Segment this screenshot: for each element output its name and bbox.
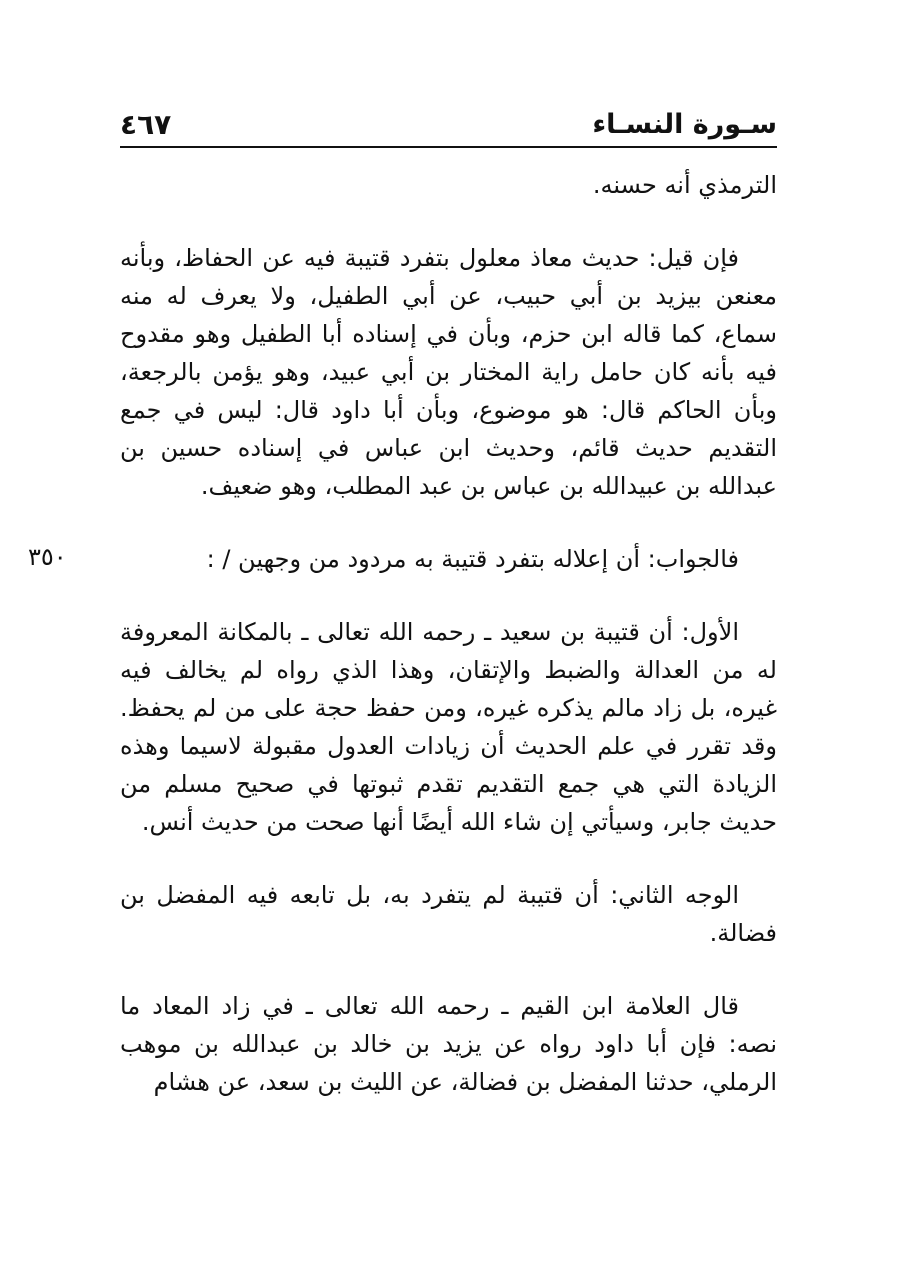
- margin-page-reference: ٣٥٠: [28, 543, 67, 571]
- header-divider: [120, 146, 777, 148]
- paragraph-second-aspect: الوجه الثاني: أن قتيبة لم يتفرد به، بل تابعه فيه المفضل بن فضالة.: [120, 881, 777, 947]
- page-number: ٤٦٧: [120, 108, 172, 141]
- page-body: [120, 166, 777, 1136]
- running-header: [120, 104, 777, 146]
- paragraph-objection: فإن قيل: حديث معاذ معلول بتفرد قتيبة فيه عن الحفاظ، وبأنه معنعن بيزيد بن أبي حبيب، عن أبي الطفيل، ولا يعرف له منه سماع، كما قاله ابن حزم، وبأن في إسناده أبا الطفيل وهو مقدوح فيه بأنه كان حامل راية المختار بن أبي عبيد، وهو يؤمن بالرجعة، وبأن الحاكم قال: هو موضوع، وبأن أبا داود قال: ليس في جمع التقديم حديث قائم، وحديث ابن عباس في إسناده حسين بن عبدالله بن عبيدالله بن عباس بن عبد المطلب، وهو ضعيف.: [120, 244, 777, 500]
- paragraph-answer-intro: فالجواب: أن إعلاله بتفرد قتيبة به مردود من وجهين / :: [206, 545, 739, 573]
- paragraph-continuation: الترمذي أنه حسنه.: [592, 171, 777, 199]
- surah-title: سـورة النسـاء: [592, 109, 777, 140]
- paragraph-first-aspect: الأول: أن قتيبة بن سعيد ـ رحمه الله تعالى ـ بالمكانة المعروفة له من العدالة والضبط والإتقان، وهذا الذي رواه لم يخالف فيه غيره، بل زاد مالم يذكره غيره، ومن حفظ حجة على من لم يحفظ. وقد تقرر في علم الحديث أن زيادات العدول مقبولة لاسيما وهذه الزيادة التي هي جمع التقديم تقدم ثبوتها في صحيح مسلم من حديث جابر، وسيأتي إن شاء الله أيضًا أنها صحت من حديث أنس.: [120, 618, 777, 836]
- paragraph-ibn-qayyim-quote: قال العلامة ابن القيم ـ رحمه الله تعالى ـ في زاد المعاد ما نصه: فإن أبا داود رواه عن يزيد بن خالد بن عبدالله بن موهب الرملي، حدثنا المفضل بن فضالة، عن الليث بن سعد، عن هشام: [120, 992, 777, 1096]
